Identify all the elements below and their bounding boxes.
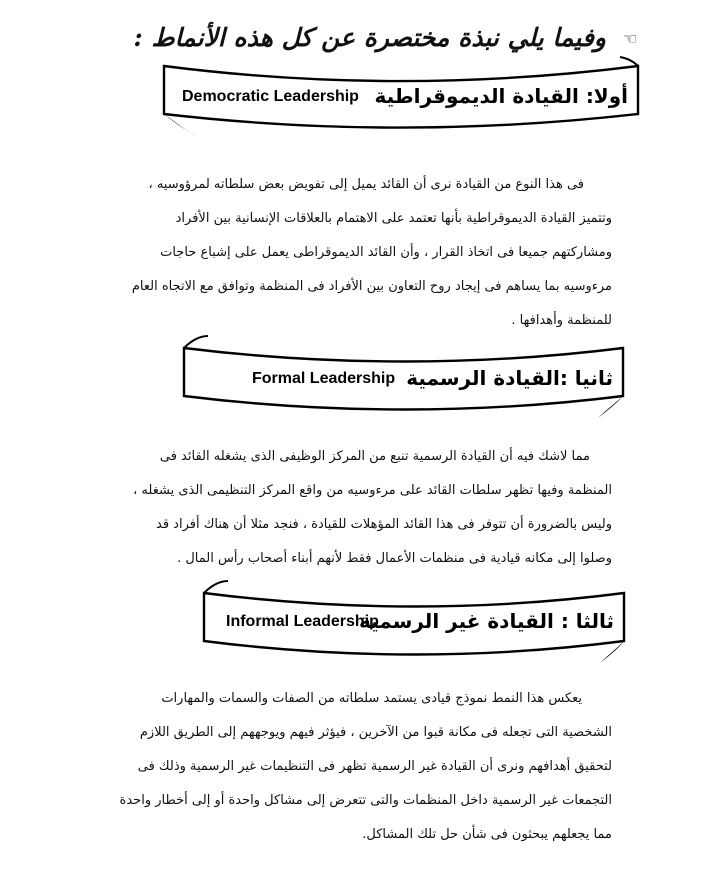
- section-3-title-en: Informal Leadership: [226, 613, 379, 630]
- paragraph-line: وتتميز القيادة الديموقراطية بأنها تعتمد على الاهتمام بالعلاقات الإنسانية بين الأفراد: [175, 211, 612, 226]
- paragraph-line: الشخصية التى تجعله فى مكانة قبوا من الآخرين ، فيؤثر فيهم ويوجههم إلى الطريق اللازم: [139, 725, 612, 740]
- section-1-title-ar: أولا: القيادة الديموقراطية: [374, 84, 628, 108]
- paragraph-line: وصلوا إلى مكانه قيادية فى منظمات الأعمال فقط لأنهم أبناء أصحاب رأس المال .: [177, 551, 612, 566]
- section-banner-3: [200, 585, 628, 665]
- intro-heading: وفيما يلي نبذة مختصرة عن كل هذه الأنماط :: [133, 23, 606, 52]
- section-1-title-en: Democratic Leadership: [182, 88, 359, 105]
- section-3-title-ar: ثالثا : القيادة غير الرسمية: [359, 609, 614, 633]
- section-2-paragraph: [92, 440, 612, 576]
- paragraph-line: للمنظمة وأهدافها .: [511, 313, 612, 328]
- section-2-title-ar: ثانيا :القيادة الرسمية: [406, 366, 613, 390]
- paragraph-line: ومشاركتهم جميعا فى اتخاذ القرار ، وأن القائد الديموقراطى يعمل على إشباع حاجات: [160, 245, 612, 260]
- paragraph-line: لتحقيق أهدافهم ونرى أن القيادة غير الرسمية تظهر فى التنظيمات غير الرسمية وذلك فى: [137, 759, 612, 774]
- paragraph-line: وليس بالضرورة أن تتوفر فى هذا القائد المؤهلات للقيادة ، فنجد مثلا أن هناك أفراد قد: [156, 517, 612, 532]
- section-banner-1: [160, 60, 642, 140]
- paragraph-line: مما يجعلهم يبحثون فى شأن حل تلك المشاكل.: [362, 827, 612, 842]
- section-2-title-en: Formal Leadership: [252, 370, 396, 387]
- paragraph-line: المنظمة وفيها تظهر سلطات القائد على مرءوسيه من واقع المركز التنظيمى الذى يشغله ،: [133, 483, 612, 498]
- paragraph-line: فى هذا النوع من القيادة نرى أن القائد يميل إلى تفويض بعض سلطاته لمرؤوسيه ،: [148, 177, 584, 192]
- paragraph-line: مرءوسيه بما يساهم فى إيجاد روح التعاون بين الأفراد فى المنظمة وتوافق مع الاتجاه العام: [131, 279, 612, 294]
- section-3-paragraph: [92, 682, 612, 852]
- section-banner-2: [180, 340, 627, 420]
- paragraph-line: مما لاشك فيه أن القيادة الرسمية تنبع من المركز الوظيفى الذى يشغله القائد فى: [159, 449, 590, 464]
- paragraph-line: يعكس هذا النمط نموذج قيادى يستمد سلطاته من الصفات والسمات والمهارات: [161, 691, 582, 706]
- section-1-paragraph: [92, 168, 612, 338]
- hand-pointer-icon: ☜: [622, 29, 638, 48]
- paragraph-line: التجمعات غير الرسمية داخل المنظمات والتى تتعرض إلى مشاكل واحدة أو إلى أخطار واحدة: [119, 793, 612, 808]
